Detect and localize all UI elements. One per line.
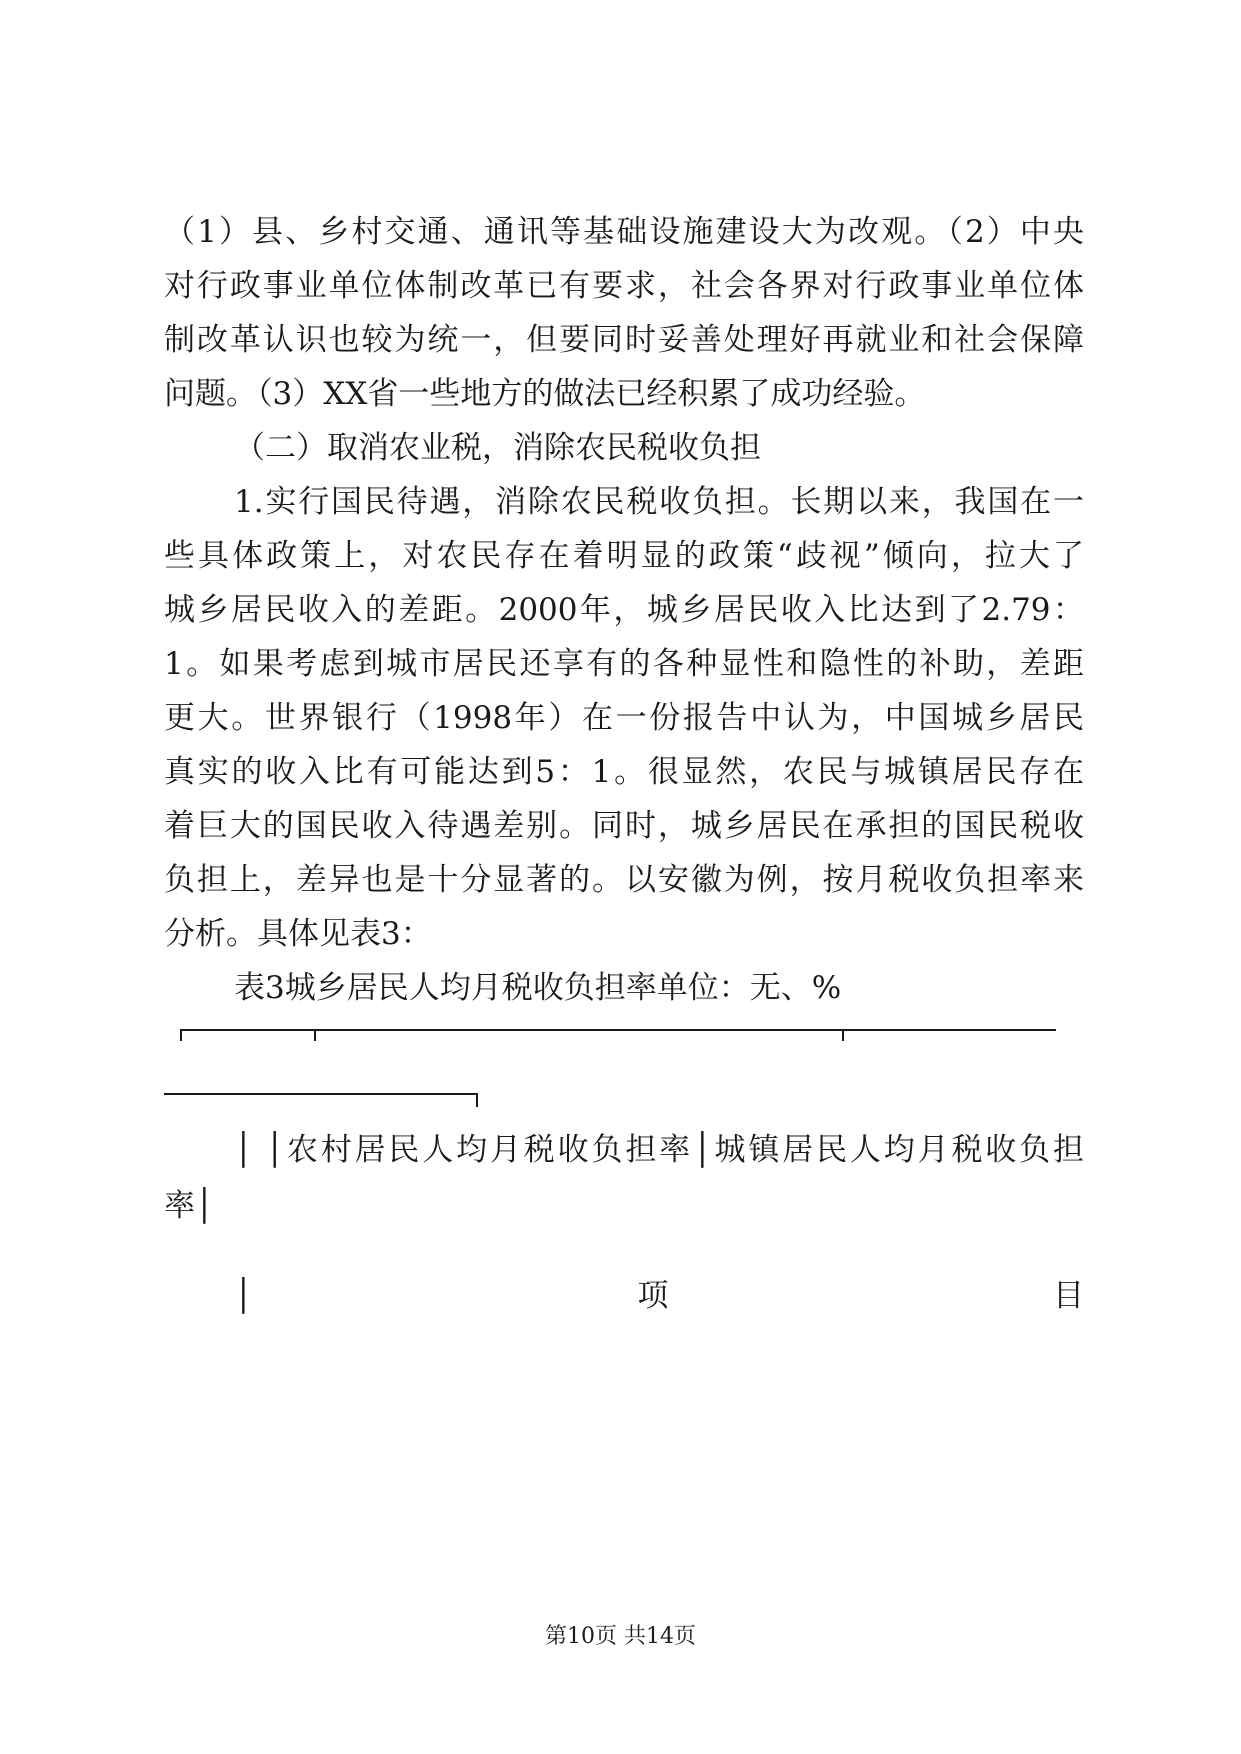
paragraph-line: 1。如果考虑到城市居民还享有的各种显性和隐性的补助，差距 <box>164 646 1084 682</box>
paragraph-line: 1.实行国民待遇，消除农民税收负担。长期以来，我国在一 <box>234 484 1084 520</box>
table-top-border-wrap <box>164 1093 478 1095</box>
page-footer: 第10页 共14页 <box>545 1624 696 1649</box>
table-header-row-wrap: 率│ <box>164 1188 214 1224</box>
table-cell-border: │ <box>234 1278 253 1314</box>
paragraph-line: 真实的收入比有可能达到5：1。很显然，农民与城镇居民存在 <box>164 754 1084 790</box>
table-corner-tick <box>180 1029 182 1041</box>
paragraph-line: （1）县、乡村交通、通讯等基础设施建设大为改观。（2）中央 <box>164 214 1084 250</box>
table-cell-item: 目 <box>1052 1278 1084 1314</box>
table-corner-tick <box>476 1093 478 1107</box>
paragraph-line: 些具体政策上，对农民存在着明显的政策“歧视”倾向，拉大了 <box>164 538 1084 574</box>
table-header-row: │ │农村居民人均月税收负担率│城镇居民人均月税收负担 <box>234 1132 1084 1168</box>
table-column-tick <box>842 1029 844 1041</box>
paragraph-line: 分析。具体见表3： <box>164 916 432 952</box>
paragraph-line: 问题。（3）XX省一些地方的做法已经积累了成功经验。 <box>164 376 926 412</box>
paragraph-line: 更大。世界银行（1998年）在一份报告中认为，中国城乡居民 <box>164 700 1084 736</box>
table-top-border <box>180 1029 1056 1031</box>
paragraph-line: 着巨大的国民收入待遇差别。同时，城乡居民在承担的国民税收 <box>164 808 1084 844</box>
section-heading: （二）取消农业税，消除农民税收负担 <box>234 430 761 466</box>
paragraph-line: 对行政事业单位体制改革已有要求，社会各界对行政事业单位体 <box>164 268 1084 304</box>
table-header-row-2 <box>234 1276 1084 1316</box>
paragraph-line: 制改革认识也较为统一，但要同时妥善处理好再就业和社会保障 <box>164 322 1084 358</box>
paragraph-line: 负担上，差异也是十分显著的。以安徽为例，按月税收负担率来 <box>164 862 1084 898</box>
table-cell-item: 项 <box>637 1278 669 1314</box>
paragraph-line: 城乡居民收入的差距。2000年，城乡居民收入比达到了2.79： <box>164 592 1084 628</box>
table-column-tick <box>314 1029 316 1041</box>
table-caption: 表3城乡居民人均月税收负担率单位：无、% <box>234 970 842 1006</box>
